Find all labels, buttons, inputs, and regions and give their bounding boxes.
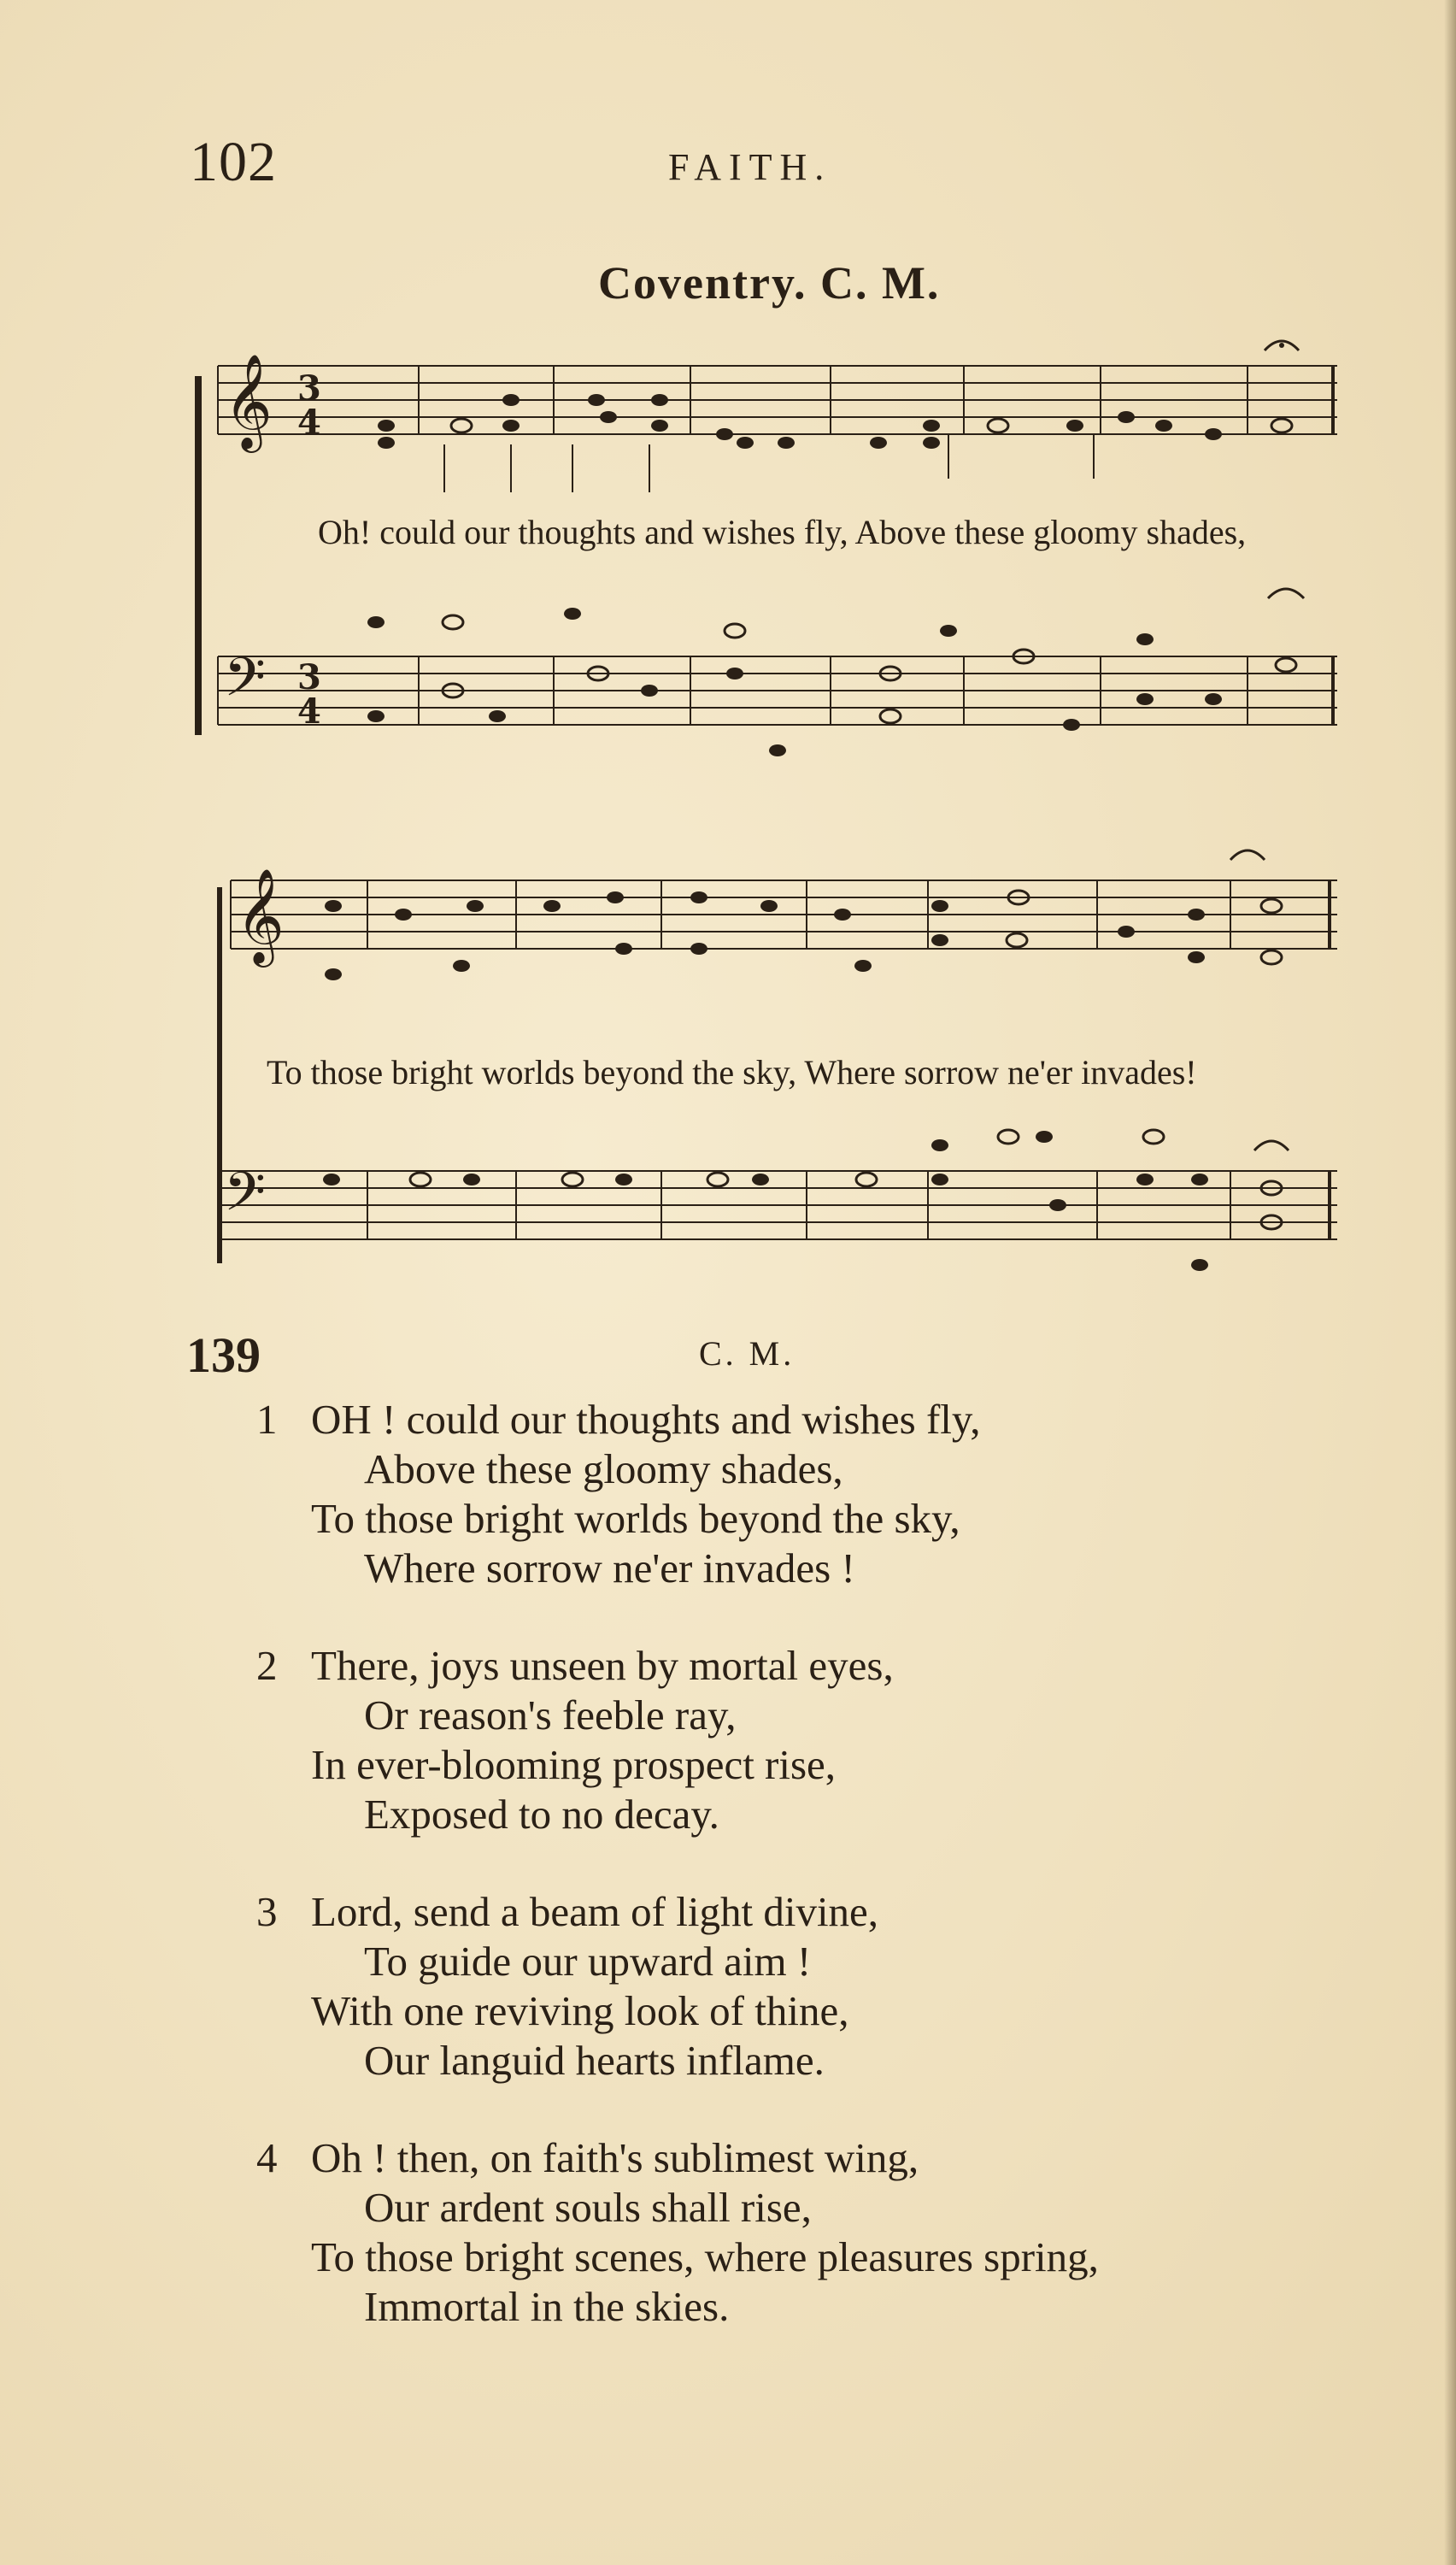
stanza-line-text: Lord, send a beam of light divine,: [311, 1888, 879, 1935]
bass-time-signature-top: 3: [297, 657, 321, 697]
stanza-line: In ever-blooming prospect rise,: [311, 1741, 837, 1788]
system-2: [217, 850, 1337, 1271]
system-1-brace: [195, 376, 202, 735]
treble-notes-2: [325, 891, 1282, 980]
hymn-number: 139: [186, 1327, 261, 1383]
treble-clef-icon-2: 𝄞: [236, 868, 285, 963]
stanza-line: [256, 2133, 1099, 2183]
stanza-number: 3: [256, 1888, 278, 1935]
bass-notes-1: [367, 608, 1296, 756]
stanza-line: Above these gloomy shades,: [364, 1445, 843, 1492]
stanza-line: To those bright worlds beyond the sky,: [311, 1495, 960, 1542]
time-signature-bottom: 4: [297, 403, 321, 443]
stanza-line: Where sorrow ne'er invades !: [364, 1544, 855, 1591]
stanza-4: [256, 2133, 1099, 2332]
stanza-line: With one reviving look of thine,: [311, 1987, 849, 2034]
treble-notes-1: [378, 394, 1292, 449]
fermata-dot: [1279, 343, 1284, 348]
time-signature-top: 3: [297, 368, 321, 409]
stanza-3: [256, 1887, 1099, 2086]
page-number: 102: [190, 131, 277, 193]
bass-fermata-icon-2: [1254, 1141, 1289, 1150]
lyrics-line-2: To those bright worlds beyond the sky, Where sorrow ne'er invades!: [267, 1053, 1197, 1091]
stanza-line: To guide our upward aim !: [364, 1938, 812, 1985]
running-title: FAITH.: [668, 146, 832, 188]
stanza-line-text: Oh ! then, on faith's sublimest wing,: [311, 2134, 919, 2181]
treble-clef-icon: 𝄞: [224, 353, 273, 449]
stanza-line: [256, 1395, 1099, 1444]
stanza-line: [256, 1641, 1099, 1691]
treble-stems-1: [444, 434, 1094, 492]
stanza-line: To those bright scenes, where pleasures spring,: [311, 2233, 1099, 2280]
bass-staff-1: [218, 656, 1337, 725]
stanza-line: Or reason's feeble ray,: [364, 1691, 737, 1738]
stanza-line: Immortal in the skies.: [364, 2283, 730, 2330]
bass-time-signature-bottom: 4: [297, 691, 321, 732]
bass-staff-2: [218, 1171, 1337, 1239]
bass-fermata-icon: [1268, 589, 1304, 598]
stanza-1: [256, 1395, 1099, 1593]
stanza-line: Our ardent souls shall rise,: [364, 2184, 812, 2231]
hymn-text: [256, 1395, 1099, 2380]
fermata-icon-2: [1230, 850, 1265, 860]
hymn-meter: C. M.: [699, 1334, 796, 1373]
lyrics-line-1: Oh! could our thoughts and wishes fly, Above these gloomy shades,: [318, 513, 1247, 551]
stanza-2: [256, 1641, 1099, 1839]
stanza-number: 2: [256, 1642, 278, 1689]
bass-clef-icon: 𝄢: [224, 645, 266, 721]
stanza-line-text: There, joys unseen by mortal eyes,: [311, 1642, 894, 1689]
stanza-number: 4: [256, 2134, 278, 2181]
bass-notes-2: [323, 1130, 1282, 1271]
bass-clef-icon-2: 𝄢: [224, 1160, 266, 1236]
tune-title: Coventry. C. M.: [598, 257, 941, 309]
stanza-line: Exposed to no decay.: [364, 1791, 719, 1838]
stanza-number: 1: [256, 1396, 278, 1443]
system-1: [195, 341, 1337, 756]
stanza-line: Our languid hearts inflame.: [364, 2037, 825, 2084]
stanza-line: [256, 1887, 1099, 1937]
stanza-line-text: OH ! could our thoughts and wishes fly,: [311, 1396, 981, 1443]
